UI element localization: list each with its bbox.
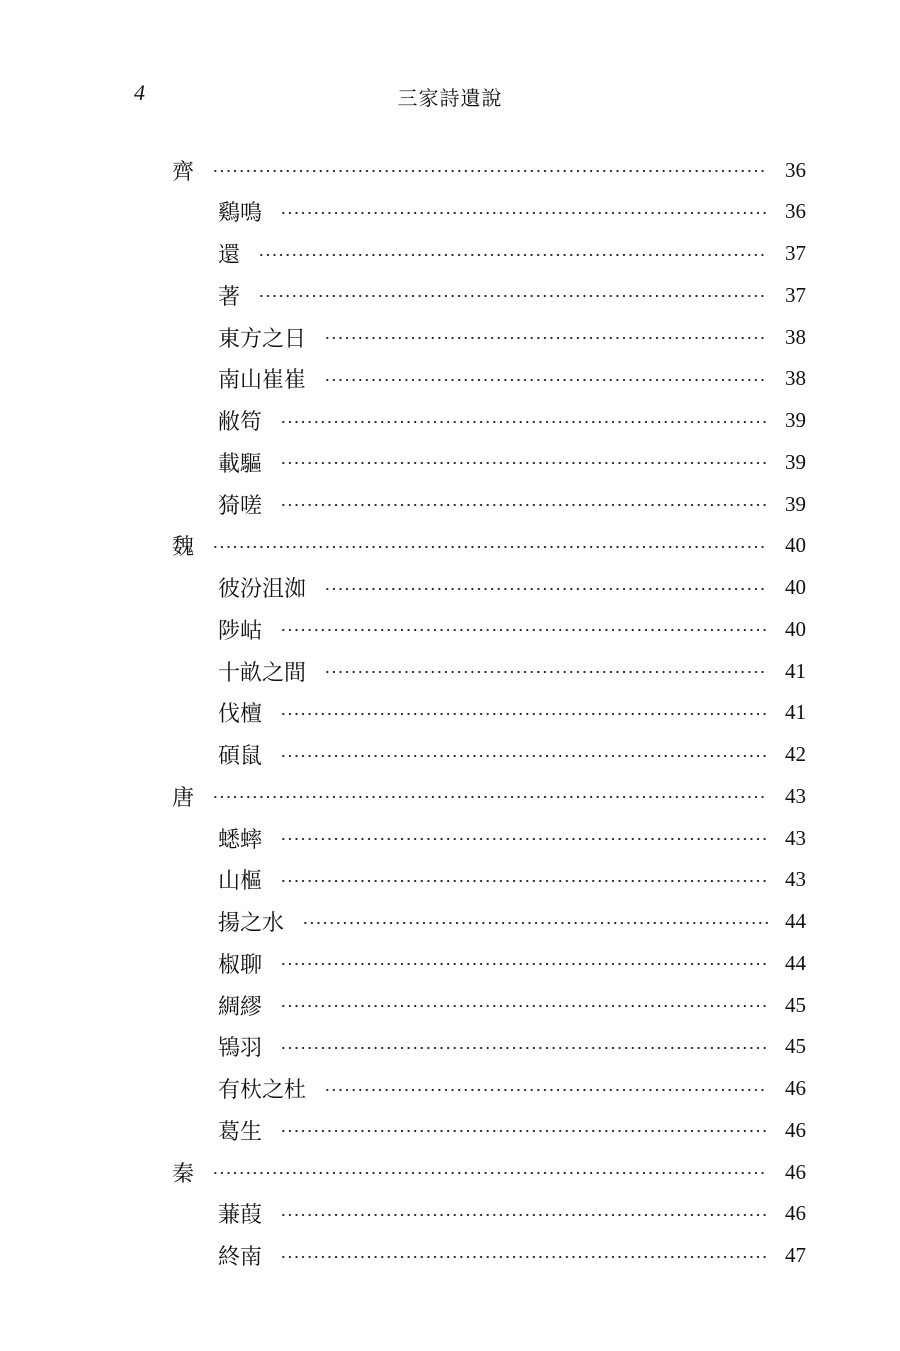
toc-entry [218,317,806,357]
toc-entry-title: 南山崔崔 [218,368,307,394]
toc-entry-title: 陟岵 [218,618,263,644]
toc-entry [218,943,806,983]
toc-entry [218,234,806,274]
toc-entry-title: 東方之日 [218,326,307,352]
toc-entry [218,860,806,900]
toc-entry [218,359,806,399]
dot-leader [324,1088,768,1092]
dot-leader [280,879,768,883]
dot-leader [324,336,768,340]
dot-leader [324,670,768,674]
dot-leader [280,211,768,215]
toc-entry-title: 伐檀 [218,702,263,728]
toc-entry-title: 碩鼠 [218,744,263,769]
toc-entry-title: 猗嗟 [218,493,263,519]
toc-entry [218,609,806,649]
dot-leader [280,837,768,841]
toc-entry-page-number: 44 [785,909,806,933]
toc-entry-title: 載驅 [218,451,263,477]
toc-entry-title: 秦 [172,1161,195,1187]
dot-leader [280,1046,768,1050]
toc-entry-title: 著 [218,284,241,310]
dot-leader [212,545,768,549]
toc-entry-title: 彼汾沮洳 [218,577,307,602]
toc-entry-page-number: 40 [785,533,806,558]
toc-entry-page-number: 46 [785,1159,806,1184]
toc-entry [218,192,806,232]
toc-entry [218,1236,806,1276]
toc-entry-page-number: 43 [785,783,806,808]
toc-entry-title: 綢繆 [218,994,263,1020]
dot-leader [280,754,768,758]
toc-entry [218,1069,806,1109]
toc-entry-page-number: 45 [785,992,806,1017]
toc-entry-title: 鴇羽 [218,1036,263,1062]
toc-entry-title: 齊 [172,159,195,185]
dot-leader [258,294,768,298]
toc-section-entry [172,1152,806,1192]
toc-section-entry [172,776,806,816]
toc-entry-title: 葛生 [218,1119,263,1145]
toc-entry-title: 椒聊 [218,952,263,978]
dot-leader [280,461,768,465]
toc-entry-title: 十畝之間 [218,660,307,686]
dot-leader [280,1213,768,1217]
toc-entry [218,401,806,441]
toc-entry-page-number: 45 [785,1034,806,1059]
dot-leader [324,378,768,382]
dot-leader [302,921,768,925]
toc-entry-page-number: 38 [785,366,806,391]
toc-entry-page-number: 36 [785,199,806,224]
toc-entry-page-number: 37 [785,241,806,265]
toc-entry [218,275,806,315]
dot-leader [212,169,768,173]
dot-leader [280,962,768,966]
toc-entry-page-number: 41 [785,700,806,725]
dot-leader [280,1129,768,1133]
dot-leader [280,1255,768,1259]
toc-entry [218,442,806,482]
toc-entry-page-number: 46 [785,1117,806,1142]
toc-entry-title: 唐 [172,785,195,811]
toc-entry [218,818,806,858]
toc-entry [218,902,806,942]
toc-entry [218,568,806,608]
toc-entry-page-number: 47 [785,1243,806,1267]
dot-leader [324,587,768,591]
dot-leader [280,420,768,424]
toc-entry-page-number: 43 [785,867,806,892]
toc-entry-page-number: 39 [785,408,806,432]
toc-entry-title: 敝笱 [218,410,263,435]
toc-entry-title: 終南 [218,1245,263,1270]
toc-entry-page-number: 39 [785,449,806,474]
toc-entry [218,693,806,733]
dot-leader [258,253,768,257]
toc-entry [218,735,806,775]
toc-entry-title: 蒹葭 [218,1203,263,1229]
toc-entry-page-number: 42 [785,742,806,766]
toc-entry-title: 鷄鳴 [218,201,263,227]
dot-leader [212,1171,768,1175]
toc-entry-page-number: 38 [785,324,806,349]
page-number: 4 [134,80,145,105]
dot-leader [280,503,768,507]
toc-entry [218,1027,806,1067]
toc-entry-title: 揚之水 [218,911,285,936]
toc-section-entry [172,526,806,566]
toc-entry-title: 蟋蟀 [218,827,263,853]
toc-entry-title: 魏 [172,535,195,561]
toc-entry [218,1194,806,1234]
dot-leader [280,628,768,632]
toc-entry-page-number: 43 [785,825,806,850]
toc-entry-title: 有杕之杜 [218,1078,307,1103]
toc-entry-title: 山樞 [218,869,263,895]
toc-entry-page-number: 44 [785,950,806,975]
toc-entry-page-number: 40 [785,575,806,599]
toc-entry-page-number: 37 [785,282,806,307]
toc-entry-page-number: 39 [785,491,806,516]
toc-entry-page-number: 41 [785,658,806,683]
running-title: 三家詩遺說 [397,86,503,110]
toc-entry-page-number: 46 [785,1201,806,1226]
toc-entry [218,651,806,691]
toc-entry-title: 還 [218,243,241,268]
dot-leader [280,712,768,716]
toc-entry-page-number: 40 [785,616,806,641]
dot-leader [212,795,768,799]
toc-entry [218,985,806,1025]
dot-leader [280,1004,768,1008]
toc-section-entry [172,150,806,190]
toc-entry [218,484,806,524]
toc-entry-page-number: 36 [785,157,806,182]
toc-entry [218,1110,806,1150]
toc-entry-page-number: 46 [785,1076,806,1100]
